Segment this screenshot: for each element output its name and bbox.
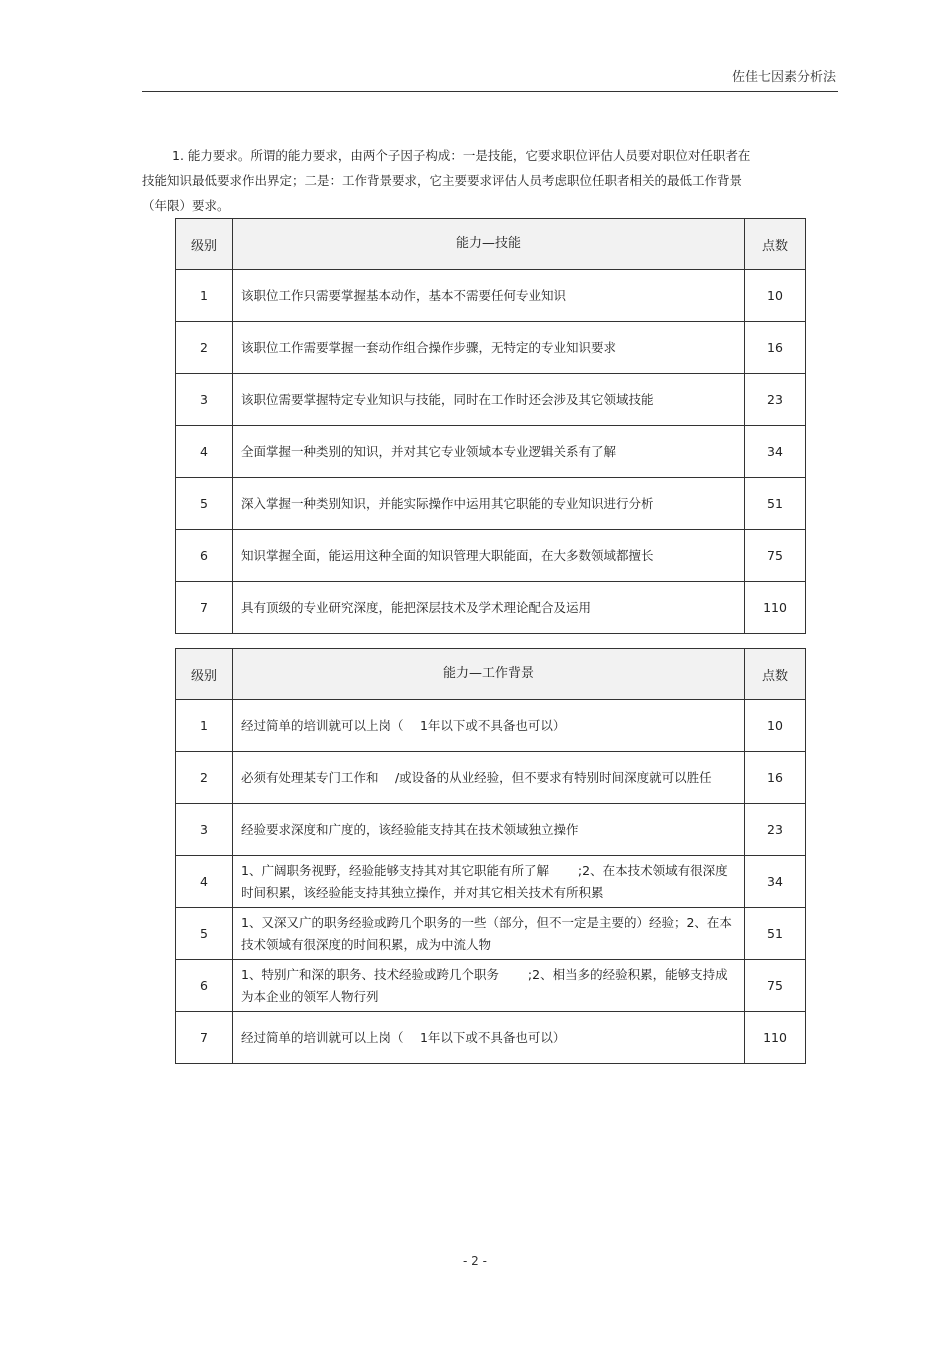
work-background-table-header bbox=[176, 649, 806, 700]
points-cell: 110 bbox=[745, 582, 806, 634]
description-cell: 必须有处理某专门工作和 /或设备的从业经验，但不要求有特别时间深度就可以胜任 bbox=[233, 752, 745, 804]
table-row bbox=[176, 960, 806, 1012]
description-cell: 知识掌握全面，能运用这种全面的知识管理大职能面，在大多数领域都擅长 bbox=[233, 530, 745, 582]
description-cell: 该职位需要掌握特定专业知识与技能，同时在工作时还会涉及其它领域技能 bbox=[233, 374, 745, 426]
table-row bbox=[176, 478, 806, 530]
table-row bbox=[176, 856, 806, 908]
level-cell: 6 bbox=[176, 960, 233, 1012]
points-cell: 34 bbox=[745, 856, 806, 908]
header-divider bbox=[142, 91, 838, 92]
description-cell: 经过简单的培训就可以上岗（ 1年以下或不具备也可以） bbox=[233, 700, 745, 752]
skill-table-header bbox=[176, 219, 806, 270]
table-row bbox=[176, 530, 806, 582]
level-cell: 3 bbox=[176, 374, 233, 426]
column-header-level: 级别 bbox=[176, 649, 233, 700]
intro-paragraph bbox=[142, 143, 792, 218]
intro-line-3: （年限）要求。 bbox=[142, 198, 230, 213]
level-cell: 1 bbox=[176, 270, 233, 322]
table-row bbox=[176, 804, 806, 856]
points-cell: 16 bbox=[745, 322, 806, 374]
points-cell: 23 bbox=[745, 374, 806, 426]
table-row bbox=[176, 582, 806, 634]
description-cell: 1、特别广和深的职务、技术经验或跨几个职务 ;2、相当多的经验积累，能够支持成为本企业的领军人物行列 bbox=[233, 960, 745, 1012]
description-cell: 该职位工作需要掌握一套动作组合操作步骤，无特定的专业知识要求 bbox=[233, 322, 745, 374]
points-cell: 51 bbox=[745, 478, 806, 530]
level-cell: 3 bbox=[176, 804, 233, 856]
points-cell: 16 bbox=[745, 752, 806, 804]
level-cell: 1 bbox=[176, 700, 233, 752]
points-cell: 34 bbox=[745, 426, 806, 478]
level-cell: 4 bbox=[176, 856, 233, 908]
description-cell: 1、广阔职务视野，经验能够支持其对其它职能有所了解 ;2、在本技术领域有很深度时间积累，该经验能支持其独立操作，并对其它相关技术有所积累 bbox=[233, 856, 745, 908]
description-cell: 经过简单的培训就可以上岗（ 1年以下或不具备也可以） bbox=[233, 1012, 745, 1064]
table-row bbox=[176, 700, 806, 752]
level-cell: 7 bbox=[176, 582, 233, 634]
description-cell: 具有顶级的专业研究深度，能把深层技术及学术理论配合及运用 bbox=[233, 582, 745, 634]
level-cell: 6 bbox=[176, 530, 233, 582]
points-cell: 75 bbox=[745, 960, 806, 1012]
points-cell: 23 bbox=[745, 804, 806, 856]
table-row bbox=[176, 270, 806, 322]
points-cell: 51 bbox=[745, 908, 806, 960]
table-row bbox=[176, 322, 806, 374]
table-row bbox=[176, 1012, 806, 1064]
column-header-work-background: 能力—工作背景 bbox=[233, 649, 745, 700]
description-cell: 1、又深又广的职务经验或跨几个职务的一些（部分，但不一定是主要的）经验；2、在本技术领域有很深度的时间积累，成为中流人物 bbox=[233, 908, 745, 960]
column-header-points: 点数 bbox=[745, 219, 806, 270]
points-cell: 75 bbox=[745, 530, 806, 582]
intro-line-2: 技能知识最低要求作出界定；二是：工作背景要求，它主要要求评估人员考虑职位任职者相关的最低工作背景 bbox=[142, 173, 743, 188]
level-cell: 5 bbox=[176, 478, 233, 530]
work-background-table bbox=[175, 648, 806, 1064]
intro-line-1: 1. 能力要求。所谓的能力要求，由两个子因子构成：一是技能，它要求职位评估人员要对职位对任职者在 bbox=[172, 148, 751, 163]
level-cell: 2 bbox=[176, 322, 233, 374]
skill-table bbox=[175, 218, 806, 634]
column-header-skill: 能力—技能 bbox=[233, 219, 745, 270]
document-header-title: 佐佳七因素分析法 bbox=[731, 70, 836, 85]
level-cell: 7 bbox=[176, 1012, 233, 1064]
level-cell: 4 bbox=[176, 426, 233, 478]
table-row bbox=[176, 908, 806, 960]
description-cell: 经验要求深度和广度的，该经验能支持其在技术领域独立操作 bbox=[233, 804, 745, 856]
points-cell: 110 bbox=[745, 1012, 806, 1064]
level-cell: 5 bbox=[176, 908, 233, 960]
description-cell: 深入掌握一种类别知识，并能实际操作中运用其它职能的专业知识进行分析 bbox=[233, 478, 745, 530]
table-row bbox=[176, 752, 806, 804]
table-row bbox=[176, 426, 806, 478]
table-row bbox=[176, 374, 806, 426]
page-number: - 2 - bbox=[463, 1254, 487, 1268]
points-cell: 10 bbox=[745, 270, 806, 322]
column-header-level: 级别 bbox=[176, 219, 233, 270]
description-cell: 全面掌握一种类别的知识，并对其它专业领域本专业逻辑关系有了解 bbox=[233, 426, 745, 478]
column-header-points: 点数 bbox=[745, 649, 806, 700]
points-cell: 10 bbox=[745, 700, 806, 752]
level-cell: 2 bbox=[176, 752, 233, 804]
description-cell: 该职位工作只需要掌握基本动作，基本不需要任何专业知识 bbox=[233, 270, 745, 322]
